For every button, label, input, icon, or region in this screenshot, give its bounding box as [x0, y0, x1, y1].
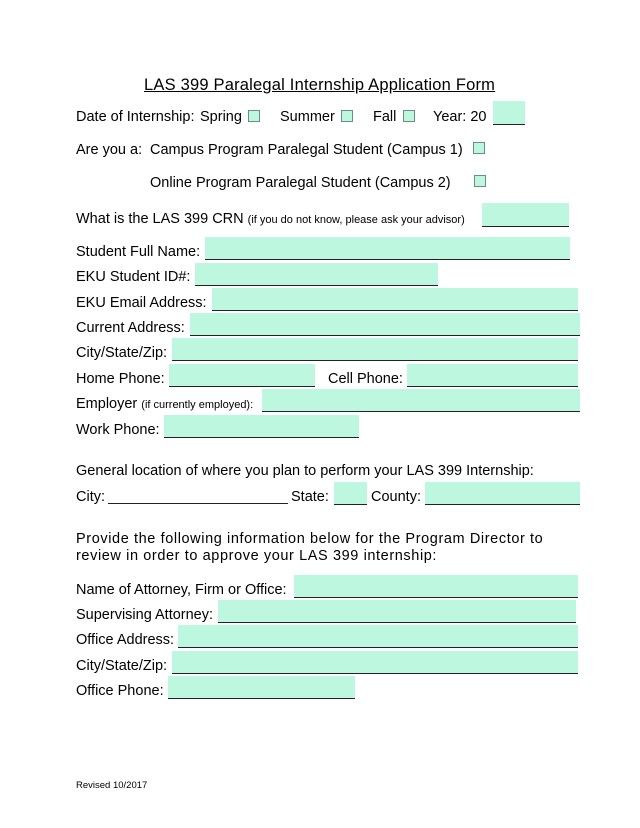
supervising-attorney-field[interactable] — [218, 600, 576, 623]
home-phone-label: Home Phone: — [76, 371, 165, 387]
summer-label: Summer — [280, 109, 335, 125]
fall-checkbox[interactable] — [403, 110, 415, 122]
crn-field[interactable] — [482, 203, 569, 227]
current-address-label: Current Address: — [76, 320, 185, 336]
city-state-zip-label: City/State/Zip: — [76, 345, 168, 361]
attorney-name-label: Name of Attorney, Firm or Office: — [76, 582, 287, 598]
student-full-name-label: Student Full Name: — [76, 244, 201, 260]
employer-label-text: Employer — [76, 396, 138, 412]
office-phone-label: Office Phone: — [76, 683, 164, 699]
work-phone-label: Work Phone: — [76, 422, 160, 438]
crn-label-text: What is the LAS 399 CRN — [76, 211, 244, 227]
office-city-state-zip-field[interactable] — [172, 651, 578, 674]
employer-field[interactable] — [262, 389, 580, 412]
location-state-label: State: — [291, 489, 329, 505]
year-label: Year: 20 — [433, 109, 487, 125]
location-heading: General location of where you plan to perform your LAS 399 Internship: — [76, 463, 534, 479]
year-field[interactable] — [493, 101, 525, 125]
director-instructions-line-1: Provide the following information below for the Program Director to — [76, 531, 544, 547]
location-state-field[interactable] — [334, 482, 367, 505]
online-checkbox[interactable] — [474, 175, 486, 187]
student-full-name-field[interactable] — [205, 237, 570, 260]
work-phone-field[interactable] — [164, 415, 359, 438]
office-address-field[interactable] — [178, 625, 578, 648]
location-city-field[interactable] — [108, 503, 288, 504]
campus-option-label: Campus Program Paralegal Student (Campus 1) — [150, 142, 463, 158]
online-option-label: Online Program Paralegal Student (Campus 2) — [150, 175, 451, 191]
email-field[interactable] — [212, 288, 578, 311]
employer-hint: (if currently employed): — [141, 399, 254, 411]
revision-note: Revised 10/2017 — [76, 780, 148, 791]
location-city-label: City: — [76, 489, 105, 505]
crn-hint: (if you do not know, please ask your advisor) — [247, 214, 465, 226]
home-phone-field[interactable] — [169, 364, 315, 387]
student-id-label: EKU Student ID#: — [76, 269, 191, 285]
crn-label — [76, 211, 465, 227]
date-of-internship-label: Date of Internship: — [76, 109, 195, 125]
campus-checkbox[interactable] — [473, 142, 485, 154]
city-state-zip-field[interactable] — [172, 338, 578, 361]
spring-label: Spring — [200, 109, 242, 125]
cell-phone-field[interactable] — [407, 364, 578, 387]
spring-checkbox[interactable] — [248, 110, 260, 122]
summer-checkbox[interactable] — [341, 110, 353, 122]
office-address-label: Office Address: — [76, 632, 175, 648]
attorney-name-field[interactable] — [294, 575, 578, 598]
office-city-state-zip-label: City/State/Zip: — [76, 658, 168, 674]
director-instructions-line-2: review in order to approve your LAS 399 internship: — [76, 548, 438, 564]
are-you-a-label: Are you a: — [76, 142, 143, 158]
fall-label: Fall — [373, 109, 397, 125]
supervising-attorney-label: Supervising Attorney: — [76, 607, 214, 623]
email-label: EKU Email Address: — [76, 295, 207, 311]
student-id-field[interactable] — [195, 263, 438, 286]
location-county-label: County: — [371, 489, 421, 505]
location-county-field[interactable] — [425, 482, 580, 505]
current-address-field[interactable] — [190, 313, 580, 336]
form-title: LAS 399 Paralegal Internship Application Form — [144, 76, 496, 94]
office-phone-field[interactable] — [168, 676, 355, 699]
cell-phone-label: Cell Phone: — [328, 371, 403, 387]
employer-label — [76, 396, 253, 412]
